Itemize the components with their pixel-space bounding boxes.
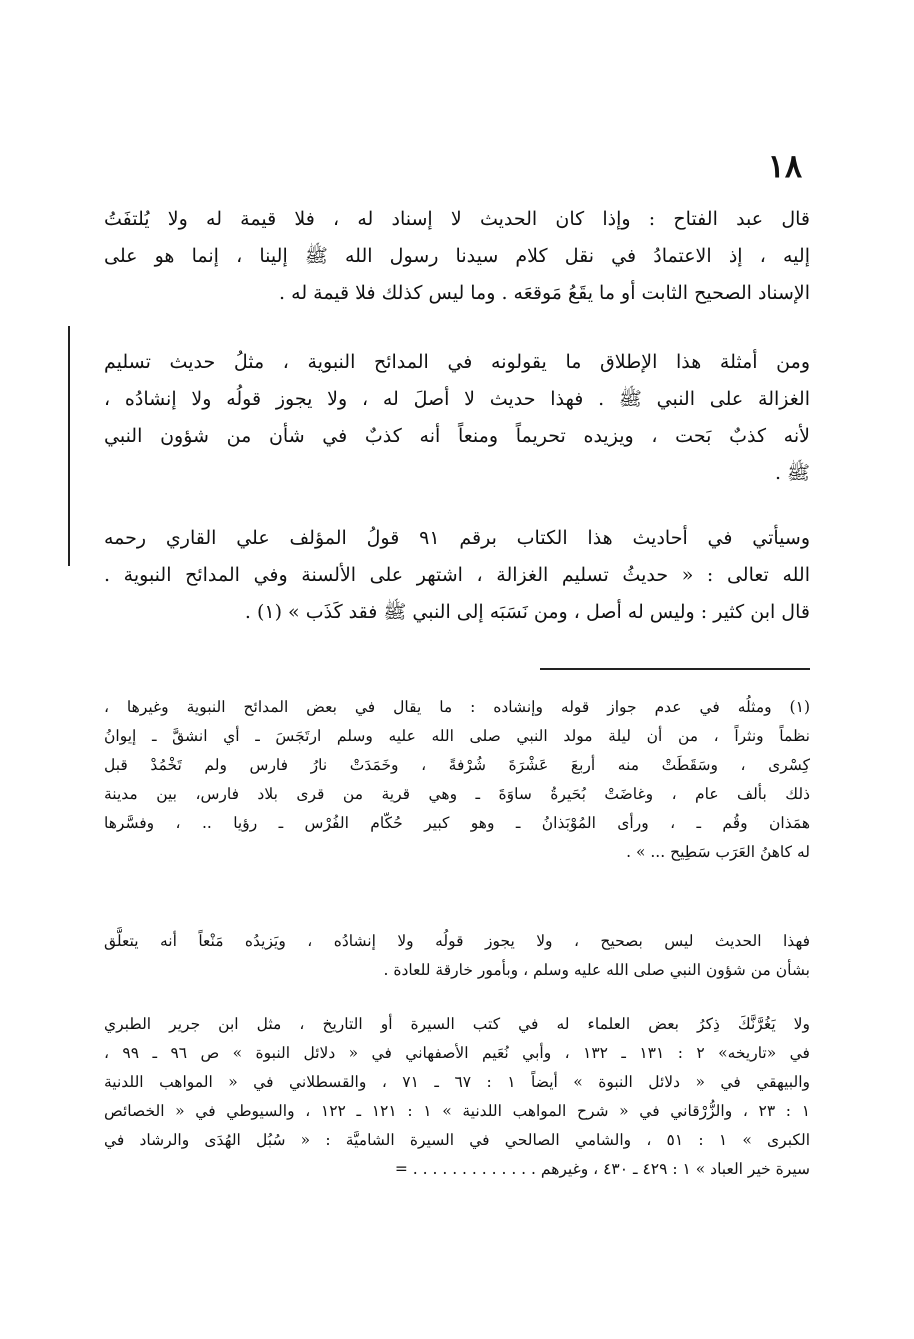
footnote-line: في «تاريخه» ٢ : ١٣١ ـ ١٣٢ ، وأبي نُعَيم الأصفهاني في « دلائل النبوة » ص ٩٦ ـ ٩٩ ، (104, 1044, 810, 1062)
page-number: ١٨ (767, 147, 802, 185)
margin-rule (68, 326, 70, 566)
text-line: الغزالة على النبي ﷺ . فهذا حديث لا أصلَ له ، ولا يجوز قولُه ولا إنشادُه ، (104, 388, 810, 410)
footnote-line: له كاهنُ العَرَب سَطِيح ... » . (626, 843, 810, 861)
footnote-line: سيرة خير العباد » ١ : ٤٢٩ ـ ٤٣٠ ، وغيرهم . . . . . . . . . . . . . = (394, 1160, 810, 1178)
text-line: إليه ، إذ الاعتمادُ في نقل كلام سيدنا رسول الله ﷺ إلينا ، إنما هو على (104, 245, 810, 267)
body-paragraph-1 (104, 201, 810, 312)
footnote-line: بشأن من شؤون النبي صلى الله عليه وسلم ، وبأمور خارقة للعادة . (383, 961, 810, 979)
text-line: لأنه كذبٌ بَحت ، ويزيده تحريماً ومنعاً أنه كذبٌ في شأن من شؤون النبي (104, 425, 810, 447)
footnote-line: فهذا الحديث ليس بصحيح ، ولا يجوز قولُه ولا إنشادُه ، ويَزيدُه مَنْعاً أنه يتعلَّق (104, 932, 810, 950)
footnote-separator (540, 668, 810, 670)
text-line: ﷺ . (774, 462, 810, 484)
footnote-line: الكبرى » ١ : ٥١ ، والشامي الصالحي في السيرة الشاميَّة : « سُبُل الهُدَى والرشاد في (104, 1131, 810, 1149)
footnote-line: ذلك بألف عام ، وغاضَتْ بُحَيرةُ ساوَةَ ـ وهي قرية من قرى بلاد فارس، بين مدينة (104, 785, 810, 803)
text-line: قال عبد الفتاح : وإذا كان الحديث لا إسناد له ، فلا قيمة له ولا يُلتفَتُ (104, 208, 810, 230)
footnote-line: همَذان وقُم ـ ، ورأى المُوْبَذانُ ـ وهو كبير حُكّام الفُرْس ـ رؤيا .. ، وفسَّرها (104, 814, 810, 832)
text-line: ومن أمثلة هذا الإطلاق ما يقولونه في المدائح النبوية ، مثلُ حديث تسليم (104, 351, 810, 373)
footnote-line: (١) ومثلُه في عدم جواز قوله وإنشاده : ما يقال في بعض المدائح النبوية وغيرها ، (104, 698, 810, 716)
footnote-line: نظماً ونثراً ، من أن ليلة مولد النبي صلى الله عليه وسلم ارتَجَسَ ـ أي انشقَّ ـ إيوانُ (104, 727, 810, 745)
footnote-paragraph-3 (104, 1010, 810, 1184)
footnote-line: كِسْرى ، وسَقَطَتْ منه أربعَ عَشْرَةَ شُرْفةً ، وخَمَدَتْ نارُ فارس ولم تَخْمُدْ قبل (104, 756, 810, 774)
text-line: وسيأتي في أحاديث هذا الكتاب برقم ٩١ قولُ المؤلف علي القاري رحمه (104, 527, 810, 549)
text-line: الله تعالى : « حديثُ تسليم الغزالة ، اشتهر على الألسنة وفي المدائح النبوية . (104, 564, 810, 586)
text-line: قال ابن كثير : وليس له أصل ، ومن نَسَبَه إلى النبي ﷺ فقد كَذَب » (١) . (244, 601, 810, 623)
footnote-paragraph-2 (104, 927, 810, 985)
footnote-line: والبيهقي في « دلائل النبوة » أيضاً ١ : ٦٧ ـ ٧١ ، والقسطلاني في « المواهب اللدنية (104, 1073, 810, 1091)
footnote-line: ١ : ٢٣ ، والزُّرْقاني في « شرح المواهب اللدنية » ١ : ١٢١ ـ ١٢٢ ، والسيوطي في « الخصائص (104, 1102, 810, 1120)
body-paragraph-3 (104, 520, 810, 631)
body-paragraph-2 (104, 344, 810, 492)
text-line: الإسناد الصحيح الثابت أو ما يقَعُ مَوقعَه . وما ليس كذلك فلا قيمة له . (279, 282, 810, 304)
footnote-paragraph-1 (104, 693, 810, 867)
footnote-line: ولا يَغُرَّنَّكَ ذِكرُ بعض العلماء له في كتب السيرة أو التاريخ ، مثل ابن جرير الطبري (104, 1015, 810, 1033)
